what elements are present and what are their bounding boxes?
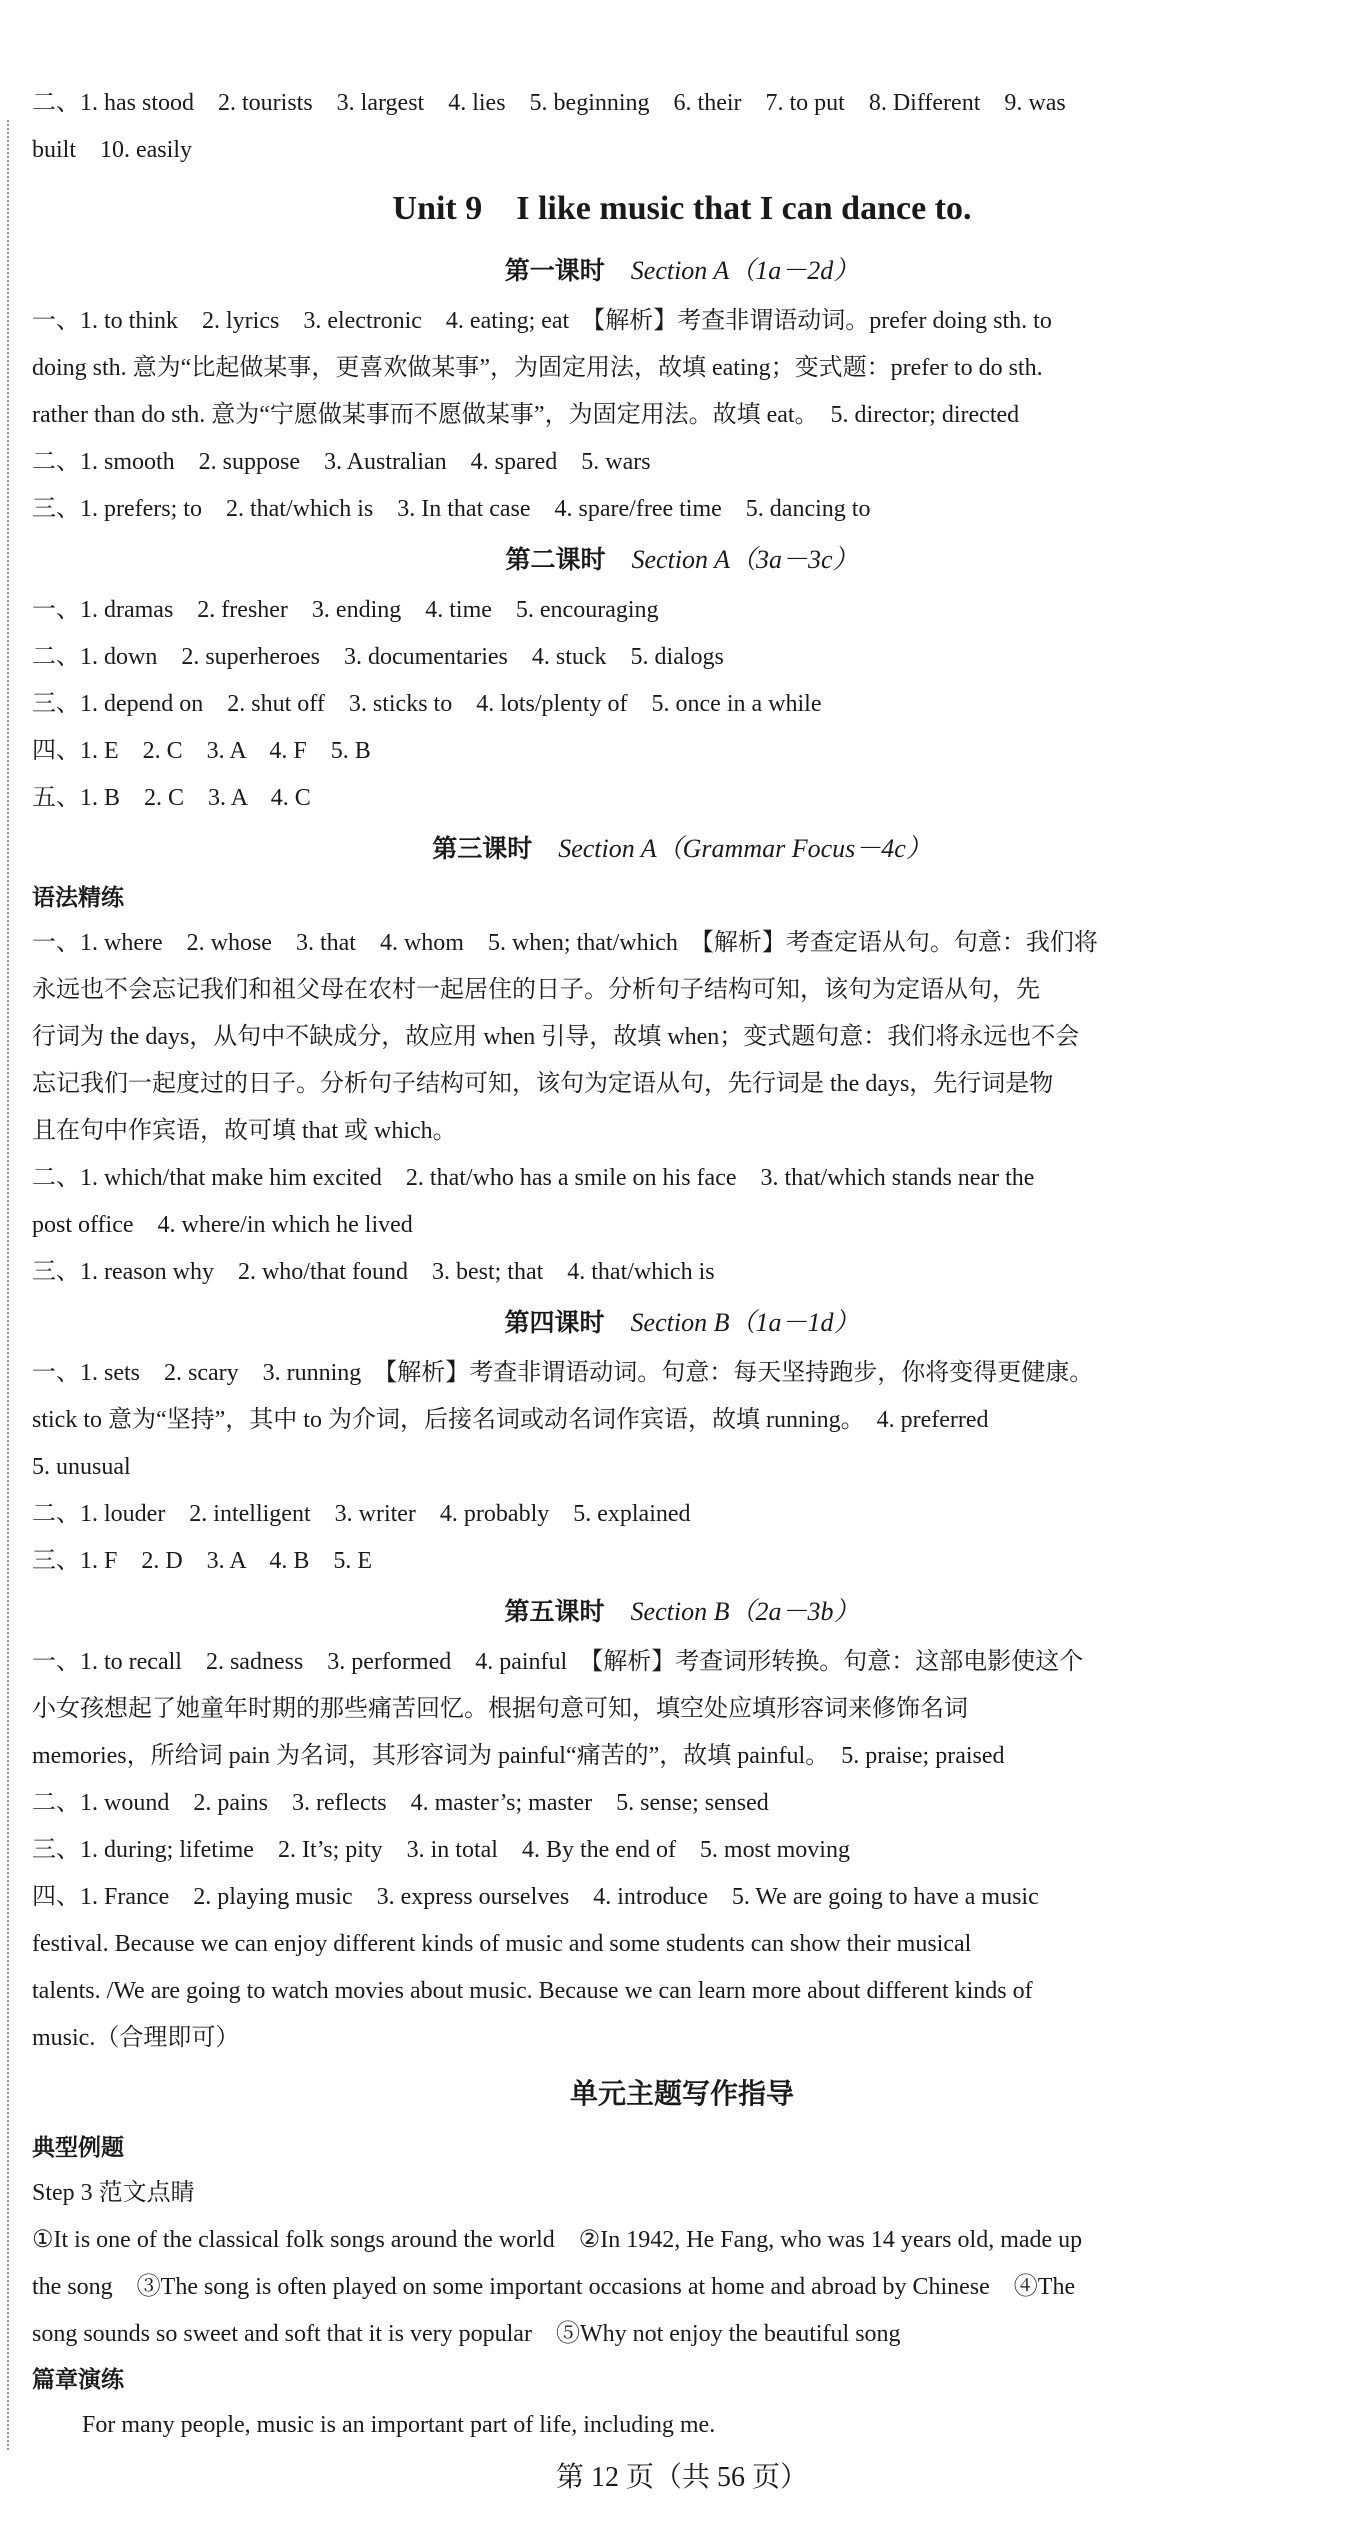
lesson-title-en: Section A（Grammar Focus－4c）: [558, 834, 932, 863]
writing-guide-title: 单元主题写作指导: [569, 2077, 794, 2110]
text-line: 三、1. F 2. D 3. A 4. B 5. E: [32, 1548, 373, 1574]
text-line: 三、1. depend on 2. shut off 3. sticks to 4. lots/plenty of 5. once in a while: [32, 691, 822, 717]
text-line: 三、1. prefers; to 2. that/which is 3. In that case 4. spare/free time 5. dancing to: [32, 496, 871, 522]
text-line: 忘记我们一起度过的日子。分析句子结构可知，该句为定语从句，先行词是 the days，先行词是物: [32, 1071, 1054, 1097]
text-line: 一、1. sets 2. scary 3. running 【解析】考查非谓语动词。句意：每天坚持跑步，你将变得更健康。: [32, 1360, 1094, 1386]
text-line: the song ③The song is often played on some important occasions at home and abroad by Chinese ④The: [32, 2274, 1076, 2300]
step-label: Step 3 范文点睛: [32, 2180, 195, 2206]
text-line: doing sth. 意为“比起做某事，更喜欢做某事”，为固定用法，故填 eating；变式题：prefer to do sth.: [32, 355, 1043, 381]
text-line: built 10. easily: [32, 137, 192, 163]
lesson-title-cn: 第三课时: [432, 834, 533, 863]
text-line: 一、1. dramas 2. fresher 3. ending 4. time 5. encouraging: [32, 597, 659, 623]
lesson-title-en: Section A（1a－2d）: [630, 256, 860, 285]
lesson-title-cn: 第四课时: [504, 1308, 605, 1337]
margin-dotted-line: [7, 120, 9, 2450]
lesson-title-en: Section B（2a－3b）: [630, 1597, 860, 1626]
text-line: 永远也不会忘记我们和祖父母在农村一起居住的日子。分析句子结构可知，该句为定语从句，先: [32, 977, 1040, 1003]
subheading: 篇章演练: [32, 2367, 124, 2393]
lesson-2-heading: [32, 533, 1332, 587]
subheading: 语法精练: [32, 885, 124, 911]
text-line: 二、1. smooth 2. suppose 3. Australian 4. spared 5. wars: [32, 449, 651, 475]
text-line: 5. unusual: [32, 1454, 131, 1480]
text-line: song sounds so sweet and soft that it is very popular ⑤Why not enjoy the beautiful song: [32, 2321, 901, 2347]
subheading: 典型例题: [32, 2135, 124, 2161]
lesson-title-en: Section A（3a－3c）: [631, 545, 859, 574]
unit-title: Unit 9 I like music that I can dance to.: [392, 190, 972, 227]
lesson-5-heading: [32, 1585, 1332, 1639]
lesson-title-cn: 第五课时: [504, 1597, 605, 1626]
text-line: 二、1. has stood 2. tourists 3. largest 4. lies 5. beginning 6. their 7. to put 8. Different 9. was: [32, 90, 1066, 116]
text-line: 一、1. to think 2. lyrics 3. electronic 4. eating; eat 【解析】考查非谓语动词。prefer doing sth. to: [32, 308, 1052, 334]
text-line: talents. /We are going to watch movies about music. Because we can learn more about different kinds of: [32, 1978, 1033, 2004]
text-line: 四、1. France 2. playing music 3. express ourselves 4. introduce 5. We are going to have a music: [32, 1884, 1039, 1910]
lesson-title-cn: 第一课时: [504, 256, 605, 285]
text-line: 二、1. louder 2. intelligent 3. writer 4. probably 5. explained: [32, 1501, 691, 1527]
text-line: festival. Because we can enjoy different kinds of music and some students can show their musical: [32, 1931, 972, 1957]
text-line: 二、1. which/that make him excited 2. that/who has a smile on his face 3. that/which stands near the: [32, 1165, 1035, 1191]
text-line: stick to 意为“坚持”，其中 to 为介词，后接名词或动名词作宾语，故填 running。 4. preferred: [32, 1407, 989, 1433]
text-line: ①It is one of the classical folk songs around the world ②In 1942, He Fang, who was 14 years old, made up: [32, 2227, 1083, 2253]
text-line: 二、1. wound 2. pains 3. reflects 4. master’s; master 5. sense; sensed: [32, 1790, 769, 1816]
text-line: 三、1. during; lifetime 2. It’s; pity 3. in total 4. By the end of 5. most moving: [32, 1837, 850, 1863]
text-line: 行词为 the days，从句中不缺成分，故应用 when 引导，故填 when；变式题句意：我们将永远也不会: [32, 1024, 1080, 1050]
text-line: 小女孩想起了她童年时期的那些痛苦回忆。根据句意可知，填空处应填形容词来修饰名词: [32, 1696, 968, 1722]
text-line: 且在句中作宾语，故可填 that 或 which。: [32, 1118, 457, 1144]
text-line: 一、1. to recall 2. sadness 3. performed 4. painful 【解析】考查词形转换。句意：这部电影使这个: [32, 1649, 1084, 1675]
lesson-3-heading: [32, 822, 1332, 876]
page-number: 第 12 页（共 56 页）: [555, 2462, 808, 2493]
text-line: 一、1. where 2. whose 3. that 4. whom 5. when; that/which 【解析】考查定语从句。句意：我们将: [32, 930, 1098, 956]
lesson-title-en: Section B（1a－1d）: [630, 1308, 860, 1337]
text-line: music.（合理即可）: [32, 2025, 240, 2051]
text-line: 二、1. down 2. superheroes 3. documentaries 4. stuck 5. dialogs: [32, 644, 724, 670]
answer-key-content: [32, 90, 1332, 2449]
text-line: post office 4. where/in which he lived: [32, 1212, 413, 1238]
text-line: rather than do sth. 意为“宁愿做某事而不愿做某事”，为固定用法。故填 eat。 5. director; directed: [32, 402, 1020, 428]
text-line: memories，所给词 pain 为名词，其形容词为 painful“痛苦的”，故填 painful。 5. praise; praised: [32, 1743, 1005, 1769]
text-line: 三、1. reason why 2. who/that found 3. best; that 4. that/which is: [32, 1259, 715, 1285]
text-line: 四、1. E 2. C 3. A 4. F 5. B: [32, 738, 371, 764]
lesson-4-heading: [32, 1296, 1332, 1350]
text-line: 五、1. B 2. C 3. A 4. C: [32, 785, 311, 811]
paragraph-start: For many people, music is an important part of life, including me.: [82, 2412, 716, 2438]
lesson-title-cn: 第二课时: [505, 545, 606, 574]
lesson-1-heading: [32, 244, 1332, 298]
